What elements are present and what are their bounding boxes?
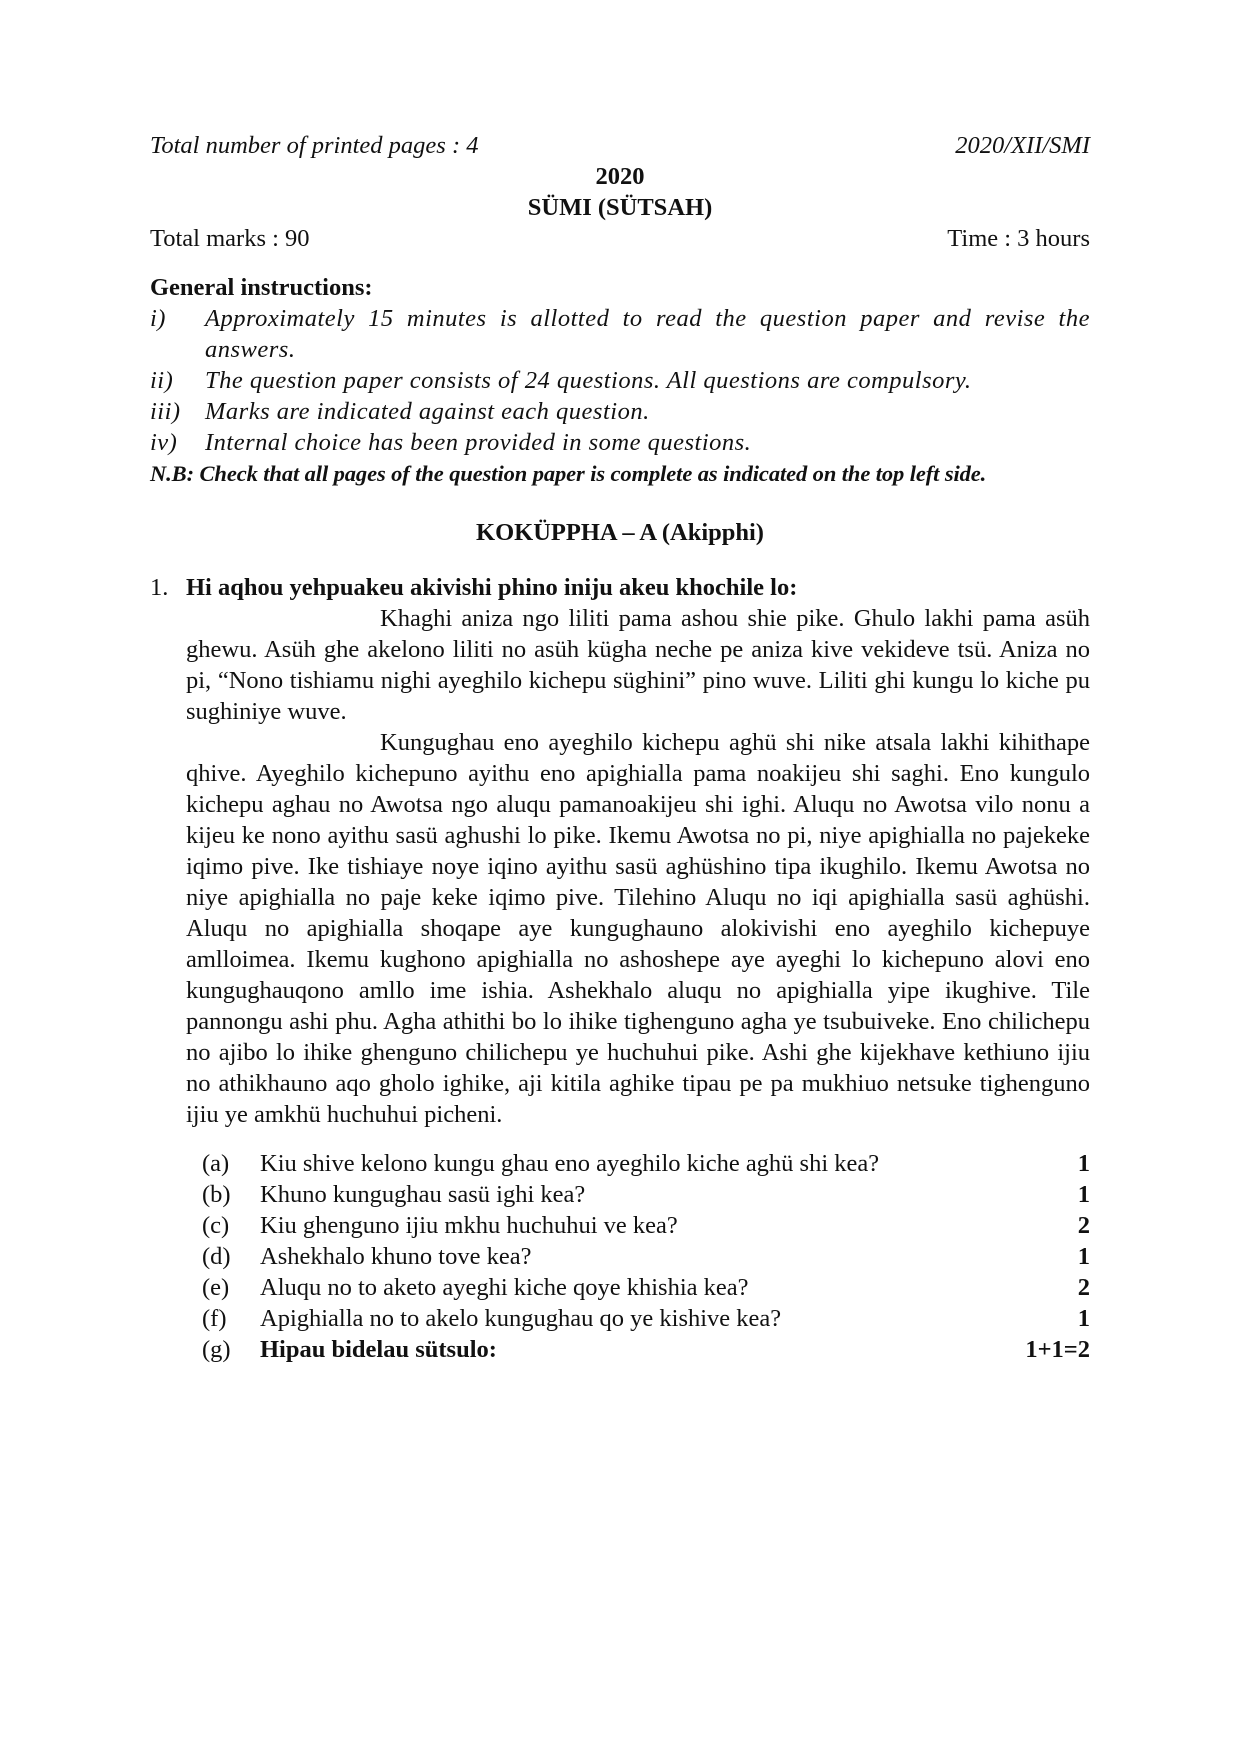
subquestion-text: Hipau bidelau sütsulo: — [260, 1336, 497, 1363]
subquestion-marks: 2 — [1077, 1274, 1090, 1301]
instruction-text: Internal choice has been provided in some questions. — [205, 429, 752, 456]
subquestion-row — [202, 1241, 1090, 1272]
subquestion-row — [202, 1148, 1090, 1179]
subquestion-text: Aluqu no to aketo ayeghi kiche qoye khishia kea? — [260, 1274, 749, 1301]
subquestion-row — [202, 1303, 1090, 1334]
subquestion-label: (f) — [202, 1305, 227, 1332]
subquestion-marks: 1 — [1077, 1305, 1090, 1332]
subquestion-label: (b) — [202, 1181, 231, 1208]
subject-title: SÜMI (SÜTSAH) — [527, 194, 713, 221]
subquestion-marks: 1 — [1077, 1150, 1090, 1177]
subquestion-marks: 2 — [1077, 1212, 1090, 1239]
subquestion-marks: 1+1=2 — [1025, 1336, 1090, 1363]
question-body — [186, 572, 1090, 1130]
top-header-row — [150, 130, 1090, 161]
instruction-text: The question paper consists of 24 questions. All questions are compulsory. — [205, 367, 972, 394]
subquestion-text: Kiu ghenguno ijiu mkhu huchuhui ve kea? — [260, 1212, 678, 1239]
subquestion-text: Ashekhalo khuno tove kea? — [260, 1243, 532, 1270]
instructions-title: General instructions: — [150, 274, 373, 301]
paper-code: 2020/XII/SMI — [955, 132, 1090, 159]
subquestion-row — [202, 1272, 1090, 1303]
exam-year: 2020 — [595, 163, 645, 190]
subquestion-label: (a) — [202, 1150, 230, 1177]
instruction-number: i) — [150, 305, 166, 332]
instruction-item — [150, 365, 1090, 396]
instruction-item — [150, 427, 1090, 458]
section-title: KOKÜPPHA – A (Akipphi) — [476, 519, 764, 546]
subquestion-row — [202, 1334, 1090, 1365]
instruction-item — [150, 396, 1090, 427]
question-1 — [150, 572, 1090, 1130]
instruction-text: Marks are indicated against each question. — [205, 398, 650, 425]
subquestion-label: (e) — [202, 1274, 230, 1301]
subquestion-label: (d) — [202, 1243, 231, 1270]
question-number: 1. — [150, 574, 169, 601]
subquestion-row — [202, 1210, 1090, 1241]
subquestion-text: Khuno kungughau sasü ighi kea? — [260, 1181, 586, 1208]
instruction-number: iv) — [150, 429, 178, 456]
instruction-text: Approximately 15 minutes is allotted to read the question paper and revise the answers. — [205, 305, 1090, 363]
exam-page — [150, 130, 1090, 1365]
passage-paragraph: Khaghi aniza ngo liliti pama ashou shie pike. Ghulo lakhi pama asüh ghewu. Asüh ghe akelono liliti no asüh kügha neche pe aniza kive vekideve tsü. Aniza no pi, “Nono tishiamu nighi ayeghilo kichepu süghini” pino wuve. Liliti ghi kungu lo kiche pu sughiniye wuve. — [186, 605, 1090, 725]
time-allotted: Time : 3 hours — [947, 225, 1090, 252]
instruction-list — [150, 303, 1090, 458]
printed-pages-note: Total number of printed pages : 4 — [150, 132, 479, 159]
instruction-number: iii) — [150, 398, 181, 425]
subquestion-list — [202, 1148, 1090, 1365]
subquestion-label: (g) — [202, 1336, 231, 1363]
subquestion-text: Apighialla no to akelo kungughau qo ye kishive kea? — [260, 1305, 782, 1332]
instruction-item — [150, 303, 1090, 365]
marks-time-row — [150, 223, 1090, 254]
question-prompt: Hi aqhou yehpuakeu akivishi phino iniju akeu khochile lo: — [186, 574, 798, 601]
subquestion-label: (c) — [202, 1212, 230, 1239]
nb-note: N.B: Check that all pages of the question paper is complete as indicated on the top left side. — [150, 461, 987, 486]
instruction-number: ii) — [150, 367, 174, 394]
subquestion-row — [202, 1179, 1090, 1210]
subquestion-text: Kiu shive kelono kungu ghau eno ayeghilo kiche aghü shi kea? — [260, 1150, 880, 1177]
total-marks: Total marks : 90 — [150, 225, 310, 252]
subquestion-marks: 1 — [1077, 1243, 1090, 1270]
subquestion-marks: 1 — [1077, 1181, 1090, 1208]
passage-paragraph: Kungughau eno ayeghilo kichepu aghü shi nike atsala lakhi kihithape qhive. Ayeghilo kichepuno ayithu eno apighialla pama noakijeu shi saghi. Eno kungulo kichepu aghau no Awotsa ngo aluqu pamanoakijeu shi ighi. Aluqu no Awotsa vilo nonu a kijeu ke nono ayithu sasü aghushi lo pike. Ikemu Awotsa no pi, niye apighialla no pajekeke iqimo pive. Ike tishiaye noye iqino ayithu sasü aghüshino tipa ikughilo. Ikemu Awotsa no niye apighialla no paje keke iqimo pive. Tilehino Aluqu no iqi apighialla sasü aghüshi. Aluqu no apighialla shoqape aye kungughauno alokivishi eno ayeghilo kichepuye amlloimea. Ikemu kughono apighialla no ashoshepe aye ayeghi lo kichepuno alovi eno kungughauqono amllo ime ishia. Ashekhalo aluqu no apighialla yipe ikughive. Tile pannongu ashi phu. Agha athithi bo lo ihike tighenguno agha ye tsubuiveke. Eno chilichepu no ajibo lo ihike ghenguno chilichepu ye huchuhui pike. Ashi ghe kijekhave kethiuno ijiu no athikhauno aqo gholo ighike, aji kitila aghike tipau pe pa mukhiuo netsuke tighenguno ijiu ye amkhü huchuhui picheni. — [186, 729, 1090, 1128]
